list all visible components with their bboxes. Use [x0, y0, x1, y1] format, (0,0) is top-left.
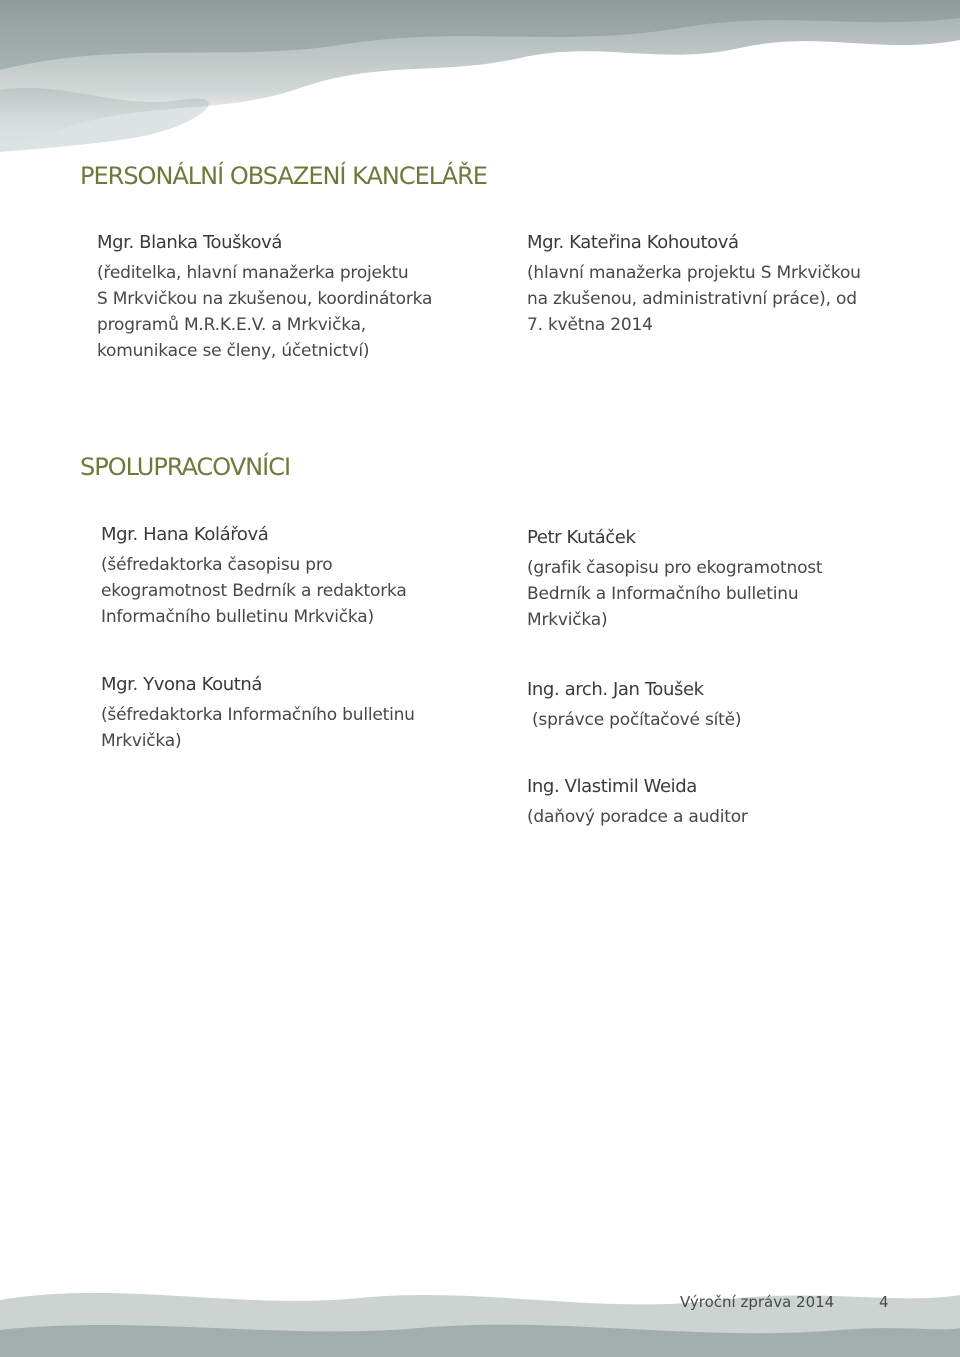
person-role: (správce počítačové sítě)	[532, 710, 742, 730]
watercolor-footer-decoration	[0, 1270, 960, 1357]
page-footer	[680, 1293, 889, 1311]
person-role: (hlavní manažerka projektu S Mrkvičkou na zkušenou, administrativní práce), od 7. května 2014	[527, 263, 861, 335]
watercolor-header-decoration	[0, 0, 960, 160]
person-name: Mgr. Blanka Toušková	[97, 232, 283, 253]
person-name: Mgr. Kateřina Kohoutová	[527, 232, 739, 253]
person-name: Mgr. Hana Kolářová	[101, 524, 269, 545]
collaborator-entry	[527, 774, 907, 830]
collaborator-entry	[527, 677, 907, 733]
office-staff-heading: PERSONÁLNÍ OBSAZENÍ KANCELÁŘE	[80, 162, 487, 190]
person-role: (daňový poradce a auditor	[527, 807, 748, 827]
staff-entry	[97, 230, 477, 364]
staff-entry	[527, 230, 887, 338]
person-name: Ing. Vlastimil Weida	[527, 776, 697, 797]
report-label: Výroční zpráva 2014	[680, 1293, 835, 1311]
person-role: (šéfredaktorka Informačního bulletinu Mrkvička)	[101, 705, 415, 751]
collaborator-entry	[527, 525, 907, 633]
person-name: Mgr. Yvona Koutná	[101, 674, 262, 695]
person-role: (grafik časopisu pro ekogramotnost Bedrník a Informačního bulletinu Mrkvička)	[527, 558, 823, 630]
page-number: 4	[879, 1293, 889, 1311]
collaborators-heading: SPOLUPRACOVNÍCI	[80, 453, 291, 481]
collaborator-entry	[101, 522, 481, 630]
person-name: Ing. arch. Jan Toušek	[527, 679, 704, 700]
person-name: Petr Kutáček	[527, 527, 636, 548]
collaborator-entry	[101, 672, 481, 754]
person-role: (ředitelka, hlavní manažerka projektu S Mrkvičkou na zkušenou, koordinátorka programů M.R.K.E.V. a Mrkvička, komunikace se členy, účetnictví)	[97, 263, 433, 361]
person-role: (šéfredaktorka časopisu pro ekogramotnost Bedrník a redaktorka Informačního bulletinu Mrkvička)	[101, 555, 407, 627]
